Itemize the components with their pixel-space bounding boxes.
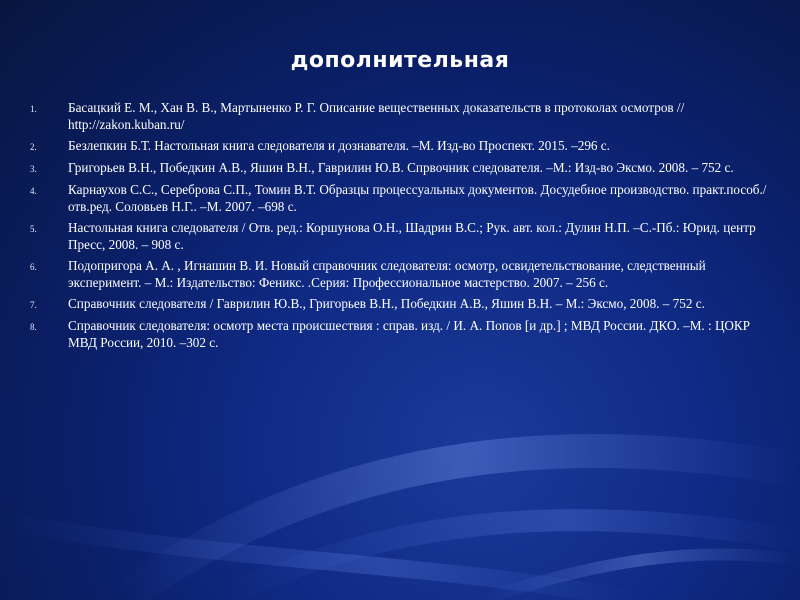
list-item-text: Басацкий Е. М., Хан В. В., Мартыненко Р. Г. Описание вещественных доказательств в протоколах осмотров // http://zakon.kuban.ru/ [68, 100, 685, 132]
list-item [30, 219, 770, 253]
list-item-number: 5. [30, 224, 37, 234]
list-item-number: 8. [30, 322, 37, 332]
list-item [30, 137, 770, 155]
list-item-text: Настольная книга следователя / Отв. ред.: Коршунова О.Н., Шадрин В.С.; Рук. авт. кол.: Дулин Н.П. –С.-Пб.: Юрид. центр Пресс, 2008. – 908 с. [68, 220, 756, 252]
list-item [30, 317, 770, 351]
list-item-text: Григорьев В.Н., Победкин А.В., Яшин В.Н., Гаврилин Ю.В. Спрвочник следователя. –М.: Изд-во Эксмо. 2008. – 752 с. [68, 160, 734, 175]
list-item-number: 1. [30, 104, 37, 114]
list-item [30, 181, 770, 215]
list-item-text: Справочник следователя / Гаврилин Ю.В., Григорьев В.Н., Победкин А.В., Яшин В.Н. – М.: Эксмо, 2008. – 752 с. [68, 296, 705, 311]
list-item [30, 295, 770, 313]
list-item-number: 6. [30, 262, 37, 272]
list-item [30, 159, 770, 177]
list-item-text: Подопригора А. А. , Игнашин В. И. Новый справочник следователя: осмотр, освидетельствование, следственный эксперимент. – М.: Издательство: Феникс. .Серия: Профессиональное мастерство. 2007. – 256 с. [68, 258, 706, 290]
list-item-number: 2. [30, 142, 37, 152]
list-item-number: 4. [30, 186, 37, 196]
reference-list [30, 99, 770, 355]
list-item-number: 3. [30, 164, 37, 174]
list-item-text: Справочник следователя: осмотр места происшествия : справ. изд. / И. А. Попов [и др.] ; МВД России. ДКО. –М. : ЦОКР МВД России, 2010. –302 с. [68, 318, 750, 350]
list-item-text: Безлепкин Б.Т. Настольная книга следователя и дознавателя. –М. Изд-во Проспект. 2015. –296 с. [68, 138, 610, 153]
list-item-number: 7. [30, 300, 37, 310]
list-item-text: Карнаухов С.С., Сереброва С.П., Томин В.Т. Образцы процессуальных документов. Досудебное производство. практ.пособ./отв.ред. Соловьев Н.Г.. –М. 2007. –698 с. [68, 182, 767, 214]
list-item [30, 99, 770, 133]
list-item [30, 257, 770, 291]
slide-title: дополнительная [290, 48, 510, 73]
